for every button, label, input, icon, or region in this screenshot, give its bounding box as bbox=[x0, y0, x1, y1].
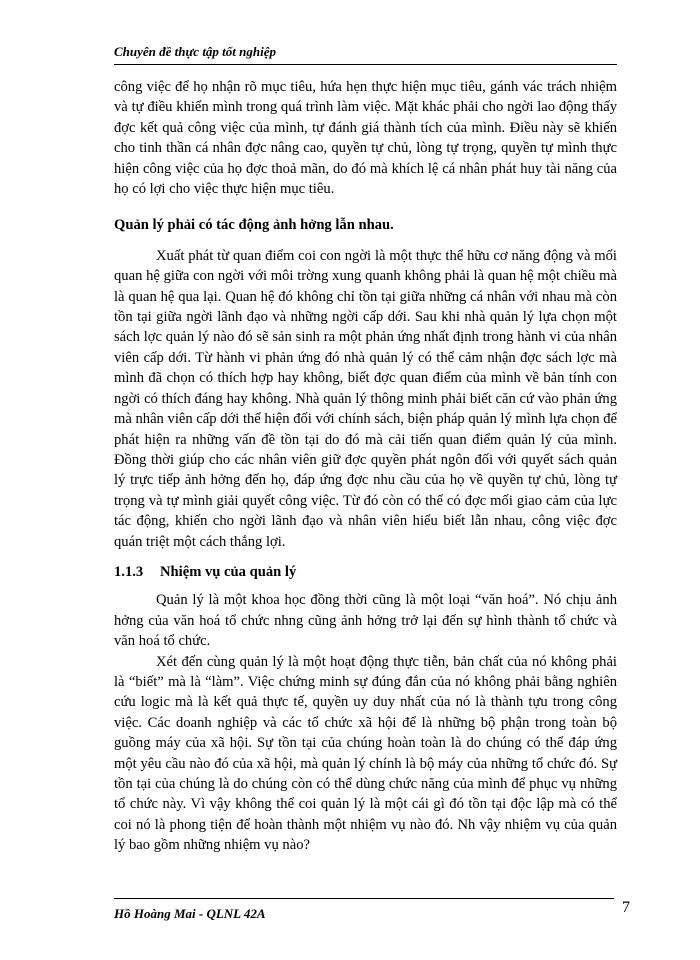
paragraph-3: Quản lý là một khoa học đồng thời cũng là một loại “văn hoá”. Nó chịu ảnh hởng của văn hoá tổ chức nhng cũng ảnh hởng trở lại đến sự hình thành tổ chức và văn hoá tổ chức. bbox=[114, 592, 617, 650]
document-body bbox=[114, 77, 617, 856]
page-number: 7 bbox=[622, 899, 630, 916]
footer-divider bbox=[114, 898, 614, 899]
page-header: Chuyên đề thực tập tốt nghiệp bbox=[114, 44, 276, 59]
subsection-heading bbox=[114, 562, 617, 582]
footer-author: Hồ Hoàng Mai - QLNL 42A bbox=[114, 906, 266, 921]
subsection-title: Nhiệm vụ của quản lý bbox=[160, 563, 297, 580]
subsection-number: 1.1.3 bbox=[114, 563, 144, 580]
section-heading: Quản lý phải có tác động ảnh hởng lẫn nhau. bbox=[114, 217, 394, 234]
paragraph-4: Xét đến cùng quản lý là một hoạt động thực tiễn, bản chất của nó không phải là “biết” mà là “làm”. Việc chứng minh sự đúng đắn của nó không phải bằng nghiên cứu logic mà là kết quả thực tế, quyền uy duy nhất của nó là thành tựu trong công việc. Các doanh nghiệp và các tổ chức xã hội để là những bộ phận trong toàn bộ guồng máy của xã hội. Sự tồn tại của chúng hoàn toàn là do chúng có thể đáp ứng một yêu cầu nào đó của xã hội, mà quản lý chính là bộ máy của những tổ chức đó. Sự tồn tại của chúng là do chúng còn có thể dùng chức năng của mình để phục vụ những tổ chức này. Vì vậy không thể coi quản lý là một cái gì đó tồn tại độc lập mà có thể coi nó là phong tiện để hoàn thành một nhiệm vụ nào đó. Nh vậy nhiệm vụ của quản lý bao gồm những nhiệm vụ nào? bbox=[114, 653, 617, 854]
paragraph-1: công việc để họ nhận rõ mục tiêu, hứa hẹn thực hiện mục tiêu, gánh vác trách nhiệm và tự điều khiển mình trong quá trình làm việc. Mặt khác phải cho ngời lao động thấy đợc kết quả công việc của mình, tự đánh giá thành tích của mình. Điều này sẽ khiến cho tinh thần cá nhân đợc nâng cao, quyền tự chủ, lòng tự trọng, quyền tự mình thực hiện công việc của họ đợc thoả mãn, do đó mà khích lệ cá nhân phát huy tài năng của họ có lợi cho việc thực hiện mục tiêu. bbox=[114, 79, 617, 198]
paragraph-2: Xuất phát từ quan điểm coi con ngời là một thực thể hữu cơ năng động và mối quan hệ giữa con ngời với môi trờng xung quanh không phải là quan hệ một chiều mà là quan hệ qua lại. Quan hệ đó không chỉ tồn tại giữa những cá nhân với nhau mà còn tồn tại giữa ngời lãnh đạo và những ngời cấp dới. Sau khi nhà quản lý lựa chọn một sách lợc quản lý nào đó sẽ sản sinh ra một phản ứng nhất định trong hành vi của nhân viên cấp dới. Từ hành vi phản ứng đó nhà quản lý có thể cảm nhận đợc sách lợc mà mình đã chọn có thích hợp hay không, biết đợc quan điểm của mình về bản tính con ngời có thích đáng hay không. Nhà quản lý thông minh phải biết căn cứ vào phản ứng mà nhân viên cấp dới thể hiện đối với chính sách, biện pháp quản lý mình lựa chọn để phát hiện ra những vấn đề tồn tại do đó mà cải tiến quan điểm quản lý của mình. Đồng thời giúp cho các nhân viên giữ đợc quyền phát ngôn đối với quyết sách quản lý trực tiếp ảnh hởng đến họ, đáp ứng đợc nhu cầu của họ về quyền tự chủ, lòng tự trọng và tự mình giải quyết công việc. Từ đó còn có thể có đợc mối giao cảm của lực tác động, khiến cho ngời lãnh đạo và nhân viên hiểu biết lẫn nhau, công việc đợc quán triệt một cách thắng lợi. bbox=[114, 247, 617, 550]
header-divider bbox=[114, 64, 617, 65]
